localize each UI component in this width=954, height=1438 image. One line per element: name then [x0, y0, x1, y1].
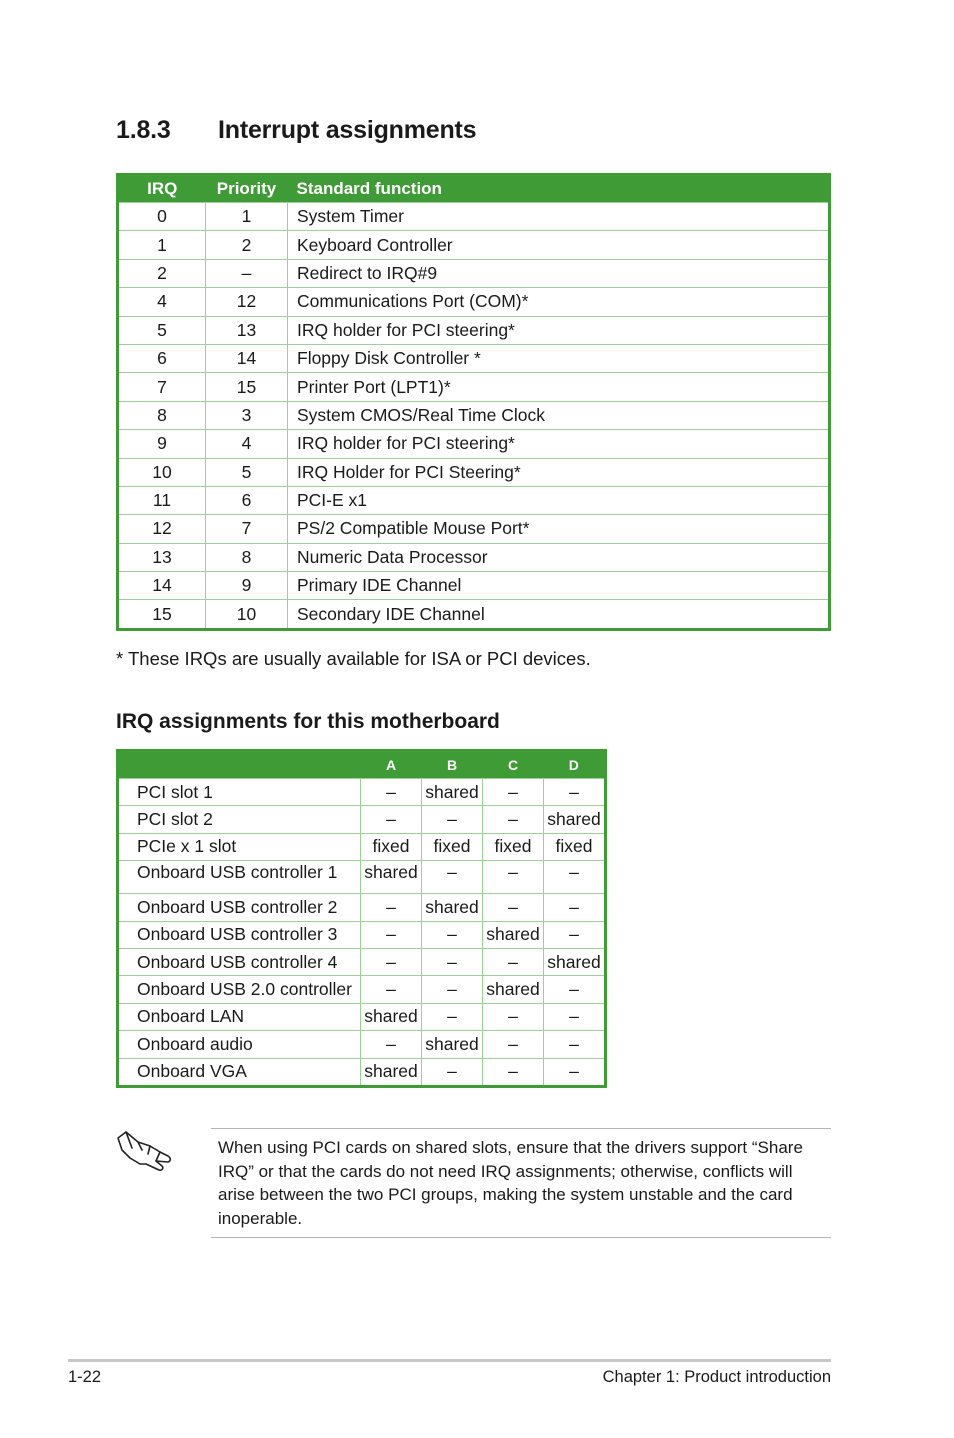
- irq-cell: 1: [118, 231, 206, 259]
- priority-cell: 14: [206, 344, 288, 372]
- priority-cell: 8: [206, 543, 288, 571]
- assign-table-row: [118, 833, 606, 860]
- priority-cell: 12: [206, 288, 288, 316]
- section-title: Interrupt assignments: [218, 116, 477, 144]
- c-cell: –: [483, 894, 544, 921]
- assign-table-row: [118, 1058, 606, 1086]
- a-cell: –: [361, 921, 422, 948]
- device-cell: Onboard USB controller 4: [118, 948, 361, 975]
- irq-table-row: [118, 572, 830, 600]
- a-cell: –: [361, 976, 422, 1003]
- d-cell: –: [544, 921, 606, 948]
- function-cell: Communications Port (COM)*: [288, 288, 830, 316]
- b-cell: shared: [422, 779, 483, 806]
- irq-table-header: [118, 175, 830, 203]
- hand-note-icon: [116, 1128, 174, 1174]
- d-cell: –: [544, 1058, 606, 1086]
- footnote: * These IRQs are usually available for ISA or PCI devices.: [116, 648, 591, 669]
- note-rule-top: [211, 1128, 831, 1129]
- irq-cell: 11: [118, 486, 206, 514]
- function-cell: Redirect to IRQ#9: [288, 259, 830, 287]
- device-cell: Onboard audio: [118, 1031, 361, 1058]
- a-cell: –: [361, 1031, 422, 1058]
- c-cell: –: [483, 861, 544, 894]
- irq-table-row: [118, 373, 830, 401]
- c-cell: –: [483, 779, 544, 806]
- irq-table-row: [118, 288, 830, 316]
- d-cell: –: [544, 1031, 606, 1058]
- c-cell: –: [483, 1031, 544, 1058]
- b-cell: –: [422, 976, 483, 1003]
- priority-cell: 15: [206, 373, 288, 401]
- irq-table-row: [118, 316, 830, 344]
- function-cell: IRQ holder for PCI steering*: [288, 430, 830, 458]
- c-cell: –: [483, 948, 544, 975]
- priority-cell: 1: [206, 203, 288, 231]
- function-cell: Secondary IDE Channel: [288, 600, 830, 629]
- priority-cell: 6: [206, 486, 288, 514]
- assign-table-row: [118, 1003, 606, 1030]
- c-cell: shared: [483, 976, 544, 1003]
- device-cell: PCIe x 1 slot: [118, 833, 361, 860]
- assign-table-row: [118, 976, 606, 1003]
- priority-cell: 3: [206, 401, 288, 429]
- assign-table-row: [118, 921, 606, 948]
- assign-table-row: [118, 894, 606, 921]
- header-c: C: [483, 751, 544, 779]
- irq-cell: 6: [118, 344, 206, 372]
- header-priority: Priority: [206, 175, 288, 203]
- irq-table-row: [118, 543, 830, 571]
- b-cell: shared: [422, 894, 483, 921]
- function-cell: Numeric Data Processor: [288, 543, 830, 571]
- section-heading: [116, 116, 476, 145]
- d-cell: shared: [544, 806, 606, 833]
- d-cell: fixed: [544, 833, 606, 860]
- d-cell: shared: [544, 948, 606, 975]
- header-d: D: [544, 751, 606, 779]
- function-cell: PCI-E x1: [288, 486, 830, 514]
- irq-table-row: [118, 486, 830, 514]
- irq-table-row: [118, 430, 830, 458]
- function-cell: PS/2 Compatible Mouse Port*: [288, 515, 830, 543]
- irq-table-row: [118, 600, 830, 629]
- irq-cell: 0: [118, 203, 206, 231]
- a-cell: fixed: [361, 833, 422, 860]
- function-cell: Keyboard Controller: [288, 231, 830, 259]
- irq-table-row: [118, 231, 830, 259]
- d-cell: –: [544, 1003, 606, 1030]
- function-cell: IRQ holder for PCI steering*: [288, 316, 830, 344]
- irq-cell: 12: [118, 515, 206, 543]
- device-cell: Onboard LAN: [118, 1003, 361, 1030]
- function-cell: IRQ Holder for PCI Steering*: [288, 458, 830, 486]
- irq-table-row: [118, 344, 830, 372]
- a-cell: shared: [361, 861, 422, 894]
- priority-cell: 13: [206, 316, 288, 344]
- a-cell: shared: [361, 1058, 422, 1086]
- d-cell: –: [544, 976, 606, 1003]
- irq-cell: 13: [118, 543, 206, 571]
- d-cell: –: [544, 861, 606, 894]
- irq-table-row: [118, 401, 830, 429]
- irq-cell: 14: [118, 572, 206, 600]
- irq-cell: 8: [118, 401, 206, 429]
- c-cell: shared: [483, 921, 544, 948]
- a-cell: –: [361, 948, 422, 975]
- section-number: 1.8.3: [116, 116, 171, 144]
- irq-table-body: [118, 203, 830, 630]
- d-cell: –: [544, 779, 606, 806]
- irq-cell: 7: [118, 373, 206, 401]
- device-cell: Onboard USB controller 2: [118, 894, 361, 921]
- irq-cell: 15: [118, 600, 206, 629]
- c-cell: –: [483, 1003, 544, 1030]
- a-cell: –: [361, 806, 422, 833]
- header-a: A: [361, 751, 422, 779]
- irq-table-row: [118, 515, 830, 543]
- c-cell: –: [483, 806, 544, 833]
- b-cell: –: [422, 806, 483, 833]
- page-number: 1-22: [68, 1368, 102, 1386]
- priority-cell: 4: [206, 430, 288, 458]
- device-cell: PCI slot 2: [118, 806, 361, 833]
- assign-table-row: [118, 779, 606, 806]
- device-cell: PCI slot 1: [118, 779, 361, 806]
- b-cell: fixed: [422, 833, 483, 860]
- device-cell: Onboard VGA: [118, 1058, 361, 1086]
- assign-table-row: [118, 806, 606, 833]
- function-cell: Primary IDE Channel: [288, 572, 830, 600]
- note-text: When using PCI cards on shared slots, ensure that the drivers support “Share IRQ” or that the cards do not need IRQ assignments; otherwise, conflicts will arise between the two PCI groups, making the system unstable and the card inoperable.: [218, 1138, 803, 1228]
- header-irq: IRQ: [118, 175, 206, 203]
- assign-table: [116, 749, 607, 1088]
- irq-cell: 4: [118, 288, 206, 316]
- function-cell: Printer Port (LPT1)*: [288, 373, 830, 401]
- b-cell: shared: [422, 1031, 483, 1058]
- priority-cell: 2: [206, 231, 288, 259]
- assign-table-header: [118, 751, 606, 779]
- a-cell: –: [361, 779, 422, 806]
- irq-table-row: [118, 259, 830, 287]
- assign-heading: IRQ assignments for this motherboard: [116, 710, 500, 733]
- function-cell: System Timer: [288, 203, 830, 231]
- priority-cell: 7: [206, 515, 288, 543]
- a-cell: –: [361, 894, 422, 921]
- assign-table-row: [118, 861, 606, 894]
- assign-table-body: [118, 779, 606, 1087]
- irq-cell: 5: [118, 316, 206, 344]
- irq-table-row: [118, 458, 830, 486]
- d-cell: –: [544, 894, 606, 921]
- irq-cell: 10: [118, 458, 206, 486]
- note-rule-bottom: [211, 1237, 831, 1238]
- priority-cell: 9: [206, 572, 288, 600]
- c-cell: –: [483, 1058, 544, 1086]
- irq-cell: 9: [118, 430, 206, 458]
- priority-cell: 5: [206, 458, 288, 486]
- priority-cell: –: [206, 259, 288, 287]
- device-cell: Onboard USB 2.0 controller: [118, 976, 361, 1003]
- b-cell: –: [422, 948, 483, 975]
- function-cell: System CMOS/Real Time Clock: [288, 401, 830, 429]
- c-cell: fixed: [483, 833, 544, 860]
- header-standard-function: Standard function: [288, 175, 830, 203]
- device-cell: Onboard USB controller 3: [118, 921, 361, 948]
- assign-table-row: [118, 948, 606, 975]
- b-cell: –: [422, 861, 483, 894]
- a-cell: shared: [361, 1003, 422, 1030]
- function-cell: Floppy Disk Controller *: [288, 344, 830, 372]
- header-device: [118, 751, 361, 779]
- chapter-title: Chapter 1: Product introduction: [602, 1368, 831, 1386]
- b-cell: –: [422, 1058, 483, 1086]
- irq-table: [116, 173, 831, 631]
- footer-rule: [68, 1359, 831, 1362]
- b-cell: –: [422, 921, 483, 948]
- priority-cell: 10: [206, 600, 288, 629]
- irq-cell: 2: [118, 259, 206, 287]
- assign-table-row: [118, 1031, 606, 1058]
- b-cell: –: [422, 1003, 483, 1030]
- header-b: B: [422, 751, 483, 779]
- device-cell: Onboard USB controller 1: [118, 861, 361, 894]
- irq-table-row: [118, 203, 830, 231]
